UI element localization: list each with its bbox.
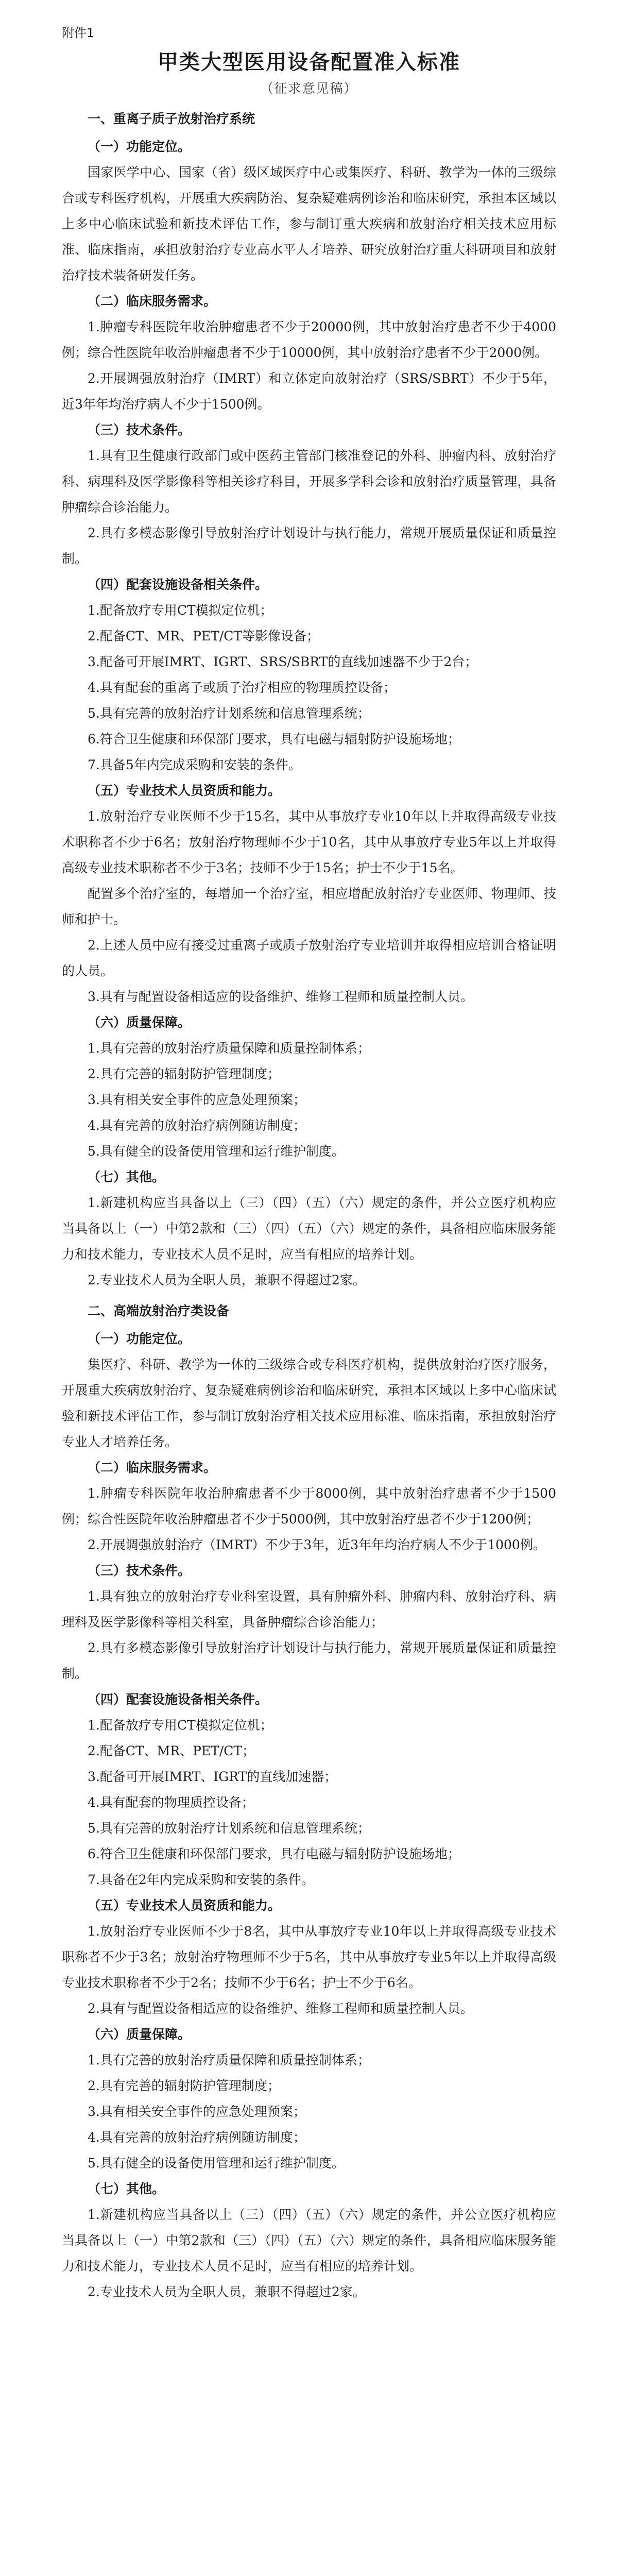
paragraph: 1.具有完善的放射治疗质量保障和质量控制体系； [88,2053,370,2067]
paragraph: 2.专业技术人员为全职人员，兼职不得超过2家。 [88,2284,366,2299]
subsection-heading: （七）其他。 [88,2181,165,2196]
paragraph: 2.具有与配置设备相适应的设备维护、维修工程师和质量控制人员。 [88,2001,473,2016]
paragraph: 1.配备放疗专用CT模拟定位机； [88,1718,273,1733]
paragraph: 1.放射治疗专业医师不少于8名，其中从事放疗专业10年以上并取得高级专业技术职称者不少于3名；放射治疗物理师不少于5名，其中从事放疗专业5年以上并取得高级专业技术职称者不少于2名；技师不少于6名；护士不少于6名。 [62,1924,556,1990]
paragraph: 3.具有相关安全事件的应急处理预案； [88,1092,306,1107]
paragraph: 3.配备可开展IMRT、IGRT的直线加速器； [88,1769,337,1784]
paragraph: 1.具有卫生健康行政部门或中医药主管部门核准登记的外科、肿瘤内科、放射治疗科、病理科及医学影像科等相关诊疗科目，开展多学科会诊和放射治疗质量管理，具备肿瘤综合诊治能力。 [62,448,556,515]
paragraph: 4.具有配套的重离子或质子治疗相应的物理质控设备； [88,680,396,695]
subsection-heading: （三）技术条件。 [88,422,191,437]
subsection-heading: （四）配套设施设备相关条件。 [88,577,268,592]
subsection-heading: （五）专业技术人员资质和能力。 [88,783,281,798]
paragraph: 5.具有健全的设备使用管理和运行维护制度。 [88,2156,345,2171]
paragraph: 7.具备在2年内完成采购和安装的条件。 [88,1872,314,1887]
paragraph: 配置多个治疗室的，每增加一个治疗室，相应增配放射治疗专业医师、物理师、技师和护士。 [62,886,556,927]
paragraph: 1.放射治疗专业医师不少于15名，其中从事放疗专业10年以上并取得高级专业技术职称者不少于6名；放射治疗物理师不少于10名，其中从事放疗专业5年以上并取得高级专业技术职称者不少于3名；技师不少于15名；护士不少于15名。 [62,809,556,875]
subsection-heading: （六）质量保障。 [88,1015,191,1030]
paragraph: 1.具有独立的放射治疗专业科室设置，具有肿瘤外科、肿瘤内科、放射治疗科、病理科及医学影像科等相关科室，具备肿瘤综合诊治能力； [62,1589,556,1630]
subsection-heading: （一）功能定位。 [88,139,191,154]
paragraph: 1.新建机构应当具备以上（三）（四）（五）（六）规定的条件，并公立医疗机构应当具备以上（一）中第2款和（三）（四）（五）（六）规定的条件，具备相应临床服务能力和技术能力，专业技术人员不足时，应当有相应的培养计划。 [62,1195,556,1262]
subsection-heading: （二）临床服务需求。 [88,1460,217,1475]
paragraph: 4.具有配套的物理质控设备； [88,1795,254,1810]
paragraph: 3.具有相关安全事件的应急处理预案； [88,2104,306,2119]
paragraph: 2.具有完善的辐射防护管理制度； [88,1066,280,1081]
paragraph: 1.具有完善的放射治疗质量保障和质量控制体系； [88,1041,370,1056]
paragraph: 6.符合卫生健康和环保部门要求，具有电磁与辐射防护设施场地； [88,732,460,747]
paragraph: 2.开展调强放射治疗（IMRT）和立体定向放射治疗（SRS/SBRT）不少于5年，近3年年均治疗病人不少于1500例。 [62,371,556,412]
paragraph: 1.肿瘤专科医院年收治肿瘤患者不少于20000例，其中放射治疗患者不少于4000例；综合性医院年收治肿瘤患者不少于10000例，其中放射治疗患者不少于2000例。 [62,319,556,360]
paragraph: 6.符合卫生健康和环保部门要求，具有电磁与辐射防护设施场地； [88,1846,460,1861]
paragraph: 集医疗、科研、教学为一体的三级综合或专科医疗机构，提供放射治疗医疗服务，开展重大疾病放射治疗、复杂疑难病例诊治和临床研究，承担本区域以上多中心临床试验和新技术评估工作，参与制订放射治疗相关技术应用标准、临床指南，承担放射治疗专业人才培养任务。 [62,1357,556,1449]
document-title: 甲类大型医用设备配置准入标准 [158,50,460,74]
subsection-heading: （三）技术条件。 [88,1563,191,1578]
subsection-heading: （一）功能定位。 [88,1331,191,1346]
subsection-heading: （七）其他。 [88,1170,165,1184]
subsection-heading: （五）专业技术人员资质和能力。 [88,1898,281,1913]
paragraph: 国家医学中心、国家（省）级区域医疗中心或集医疗、科研、教学为一体的三级综合或专科医疗机构，开展重大疾病防治、复杂疑难病例诊治和临床研究，承担本区域以上多中心临床试验和新技术评估工作，参与制订重大疾病和放射治疗相关技术应用标准、临床指南，承担放射治疗专业高水平人才培养、研究放射治疗重大科研项目和放射治疗技术装备研发任务。 [62,165,556,283]
paragraph: 2.配备CT、MR、PET/CT； [88,1743,255,1758]
paragraph: 4.具有完善的放射治疗病例随访制度； [88,1118,306,1133]
document-body [62,106,556,2305]
document-subtitle: （征求意见稿） [260,81,358,96]
paragraph: 3.配备可开展IMRT、IGRT、SRS/SBRT的直线加速器不少于2台； [88,654,478,669]
paragraph: 2.具有完善的辐射防护管理制度； [88,2078,280,2093]
paragraph: 1.肿瘤专科医院年收治肿瘤患者不少于8000例，其中放射治疗患者不少于1500例；综合性医院年收治肿瘤患者不少于5000例，其中放射治疗患者不少于1200例； [62,1486,556,1527]
attachment-label: 附件1 [62,26,95,40]
paragraph: 2.配备CT、MR、PET/CT等影像设备； [88,629,320,643]
subsection-heading: （四）配套设施设备相关条件。 [88,1692,268,1707]
paragraph: 4.具有完善的放射治疗病例随访制度； [88,2130,306,2145]
section-heading: 二、高端放射治疗类设备 [88,1303,230,1318]
paragraph: 2.具有多模态影像引导放射治疗计划设计与执行能力，常规开展质量保证和质量控制。 [62,526,556,566]
section [62,106,556,1293]
section [62,1298,556,2305]
subsection-heading: （六）质量保障。 [88,2027,191,2042]
section-heading: 一、重离子质子放射治疗系统 [88,111,255,126]
paragraph: 2.上述人员中应有接受过重离子或质子放射治疗专业培训并取得相应培训合格证明的人员。 [62,938,556,978]
subsection-heading: （二）临床服务需求。 [88,294,217,309]
paragraph: 2.具有多模态影像引导放射治疗计划设计与执行能力，常规开展质量保证和质量控制。 [62,1640,556,1681]
paragraph: 7.具备5年内完成采购和安装的条件。 [88,757,301,772]
paragraph: 1.配备放疗专用CT模拟定位机； [88,603,273,618]
paragraph: 2.专业技术人员为全职人员，兼职不得超过2家。 [88,1273,366,1287]
paragraph: 3.具有与配置设备相适应的设备维护、维修工程师和质量控制人员。 [88,989,473,1004]
paragraph: 5.具有健全的设备使用管理和运行维护制度。 [88,1144,345,1159]
paragraph: 1.新建机构应当具备以上（三）（四）（五）（六）规定的条件，并公立医疗机构应当具备以上（一）中第2款和（三）（四）（五）（六）规定的条件，具备相应临床服务能力和技术能力，专业技术人员不足时，应当有相应的培养计划。 [62,2207,556,2274]
paragraph: 2.开展调强放射治疗（IMRT）不少于3年，近3年年均治疗病人不少于1000例。 [88,1537,546,1552]
paragraph: 5.具有完善的放射治疗计划系统和信息管理系统； [88,1821,370,1836]
paragraph: 5.具有完善的放射治疗计划系统和信息管理系统； [88,706,370,721]
